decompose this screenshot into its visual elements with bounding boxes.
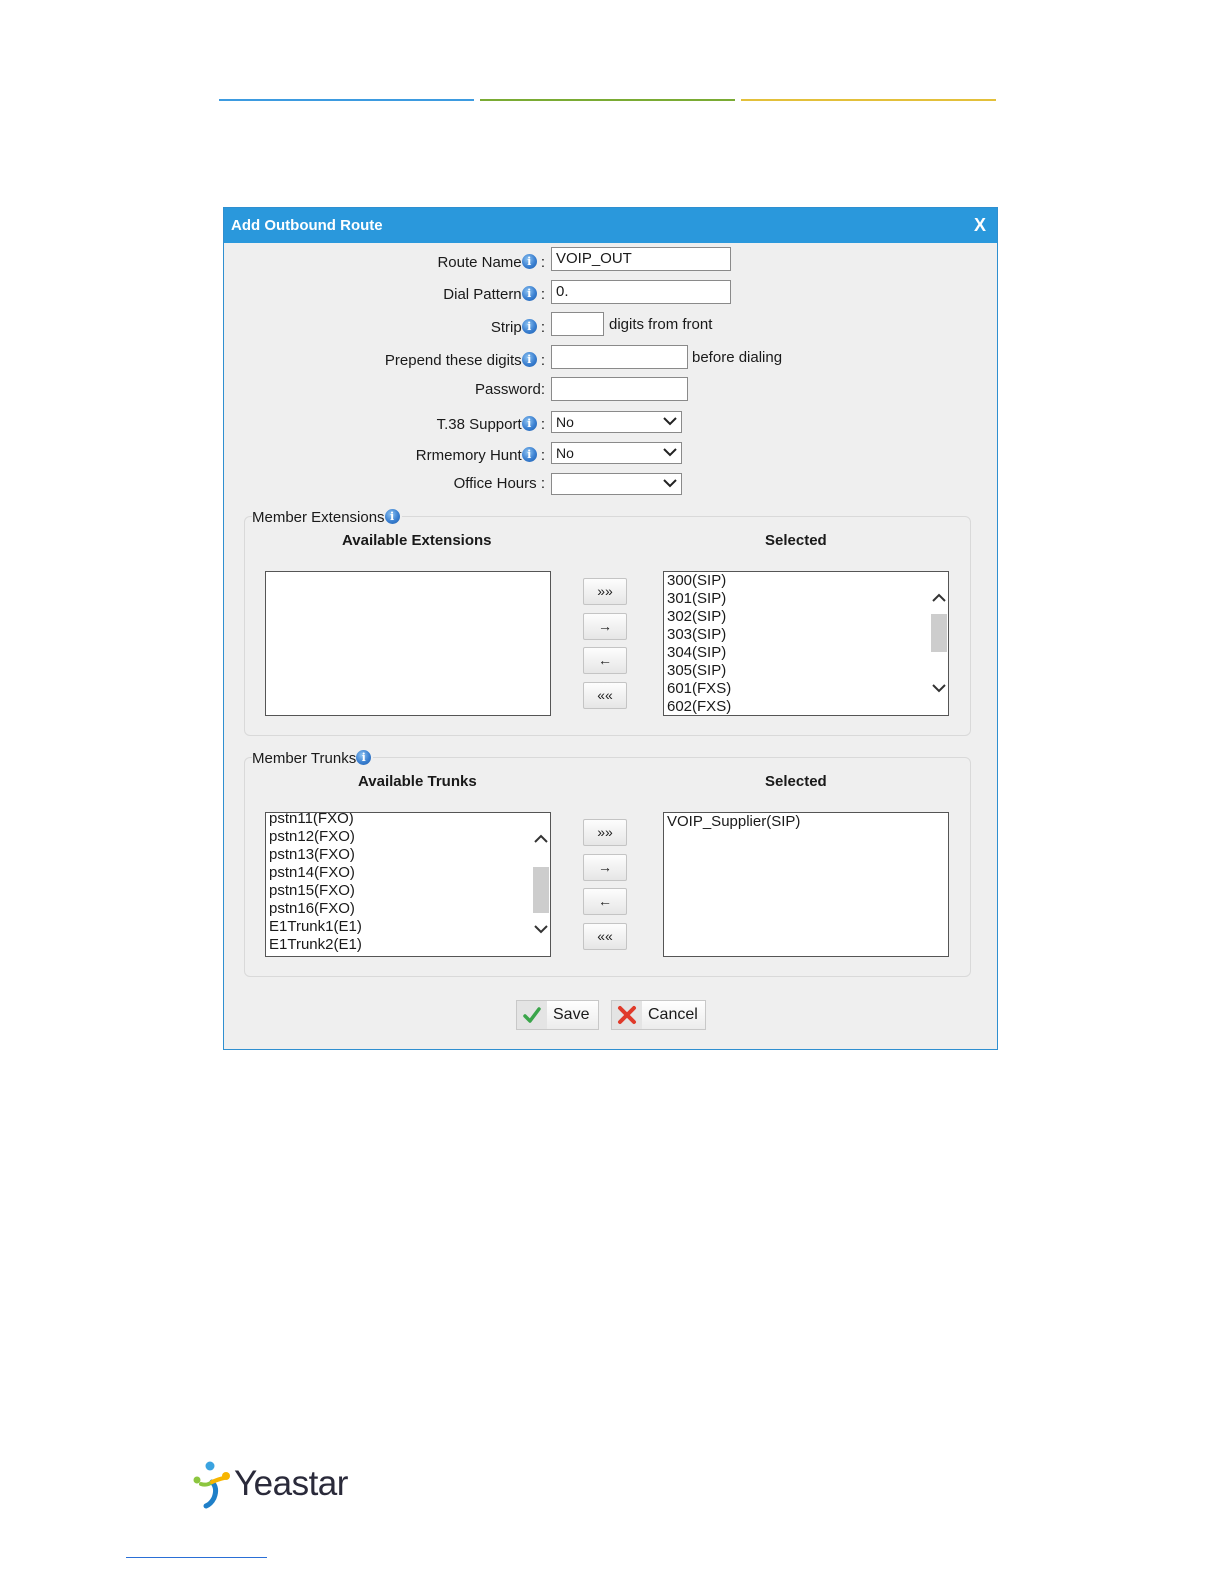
yeastar-logo-icon — [192, 1460, 234, 1510]
route-name-label-text: Route Name — [437, 254, 522, 271]
header-line-yellow — [741, 99, 996, 101]
selected-extensions-list[interactable] — [663, 571, 949, 716]
list-item[interactable]: E1Trunk2(E1) — [269, 936, 362, 953]
available-trunks-title: Available Trunks — [358, 773, 477, 790]
member-extensions-legend-text: Member Extensions — [252, 509, 385, 526]
add-all-extensions-button[interactable]: »» — [583, 578, 627, 605]
available-trunks-list[interactable] — [265, 812, 551, 957]
dialog-title: Add Outbound Route — [231, 217, 383, 234]
strip-suffix: digits from front — [609, 316, 713, 333]
dial-pattern-input[interactable]: 0. — [551, 280, 731, 304]
add-extension-button[interactable]: → — [583, 613, 627, 640]
selected-trunks-list[interactable] — [663, 812, 949, 957]
add-trunk-button[interactable]: → — [583, 854, 627, 881]
scrollbar[interactable] — [930, 572, 948, 715]
available-extensions-title: Available Extensions — [342, 532, 492, 549]
info-icon[interactable]: i — [522, 319, 537, 334]
password-label: Password: — [474, 381, 545, 398]
close-button[interactable]: X — [973, 215, 986, 235]
list-item[interactable]: pstn16(FXO) — [269, 900, 355, 917]
footer-line — [126, 1557, 267, 1558]
member-extensions-legend — [252, 509, 402, 526]
prepend-label-text: Prepend these digits — [384, 352, 522, 369]
rrmemory-label-text: Rrmemory Hunt — [415, 447, 522, 464]
prepend-suffix: before dialing — [692, 349, 783, 366]
password-label-text: Password — [474, 381, 541, 398]
list-item[interactable]: pstn12(FXO) — [269, 828, 355, 845]
info-icon[interactable]: i — [522, 352, 537, 367]
t38-select-value: No — [556, 414, 574, 430]
t38-label: T.38 Support i : — [436, 416, 545, 433]
header-line-green — [480, 99, 735, 101]
route-name-label: Route Name i : — [437, 254, 545, 271]
available-extensions-list[interactable] — [265, 571, 551, 716]
selected-trunks-title: Selected — [765, 773, 827, 790]
list-item[interactable]: 302(SIP) — [667, 608, 727, 625]
list-item[interactable]: VOIP_Supplier(SIP) — [667, 813, 801, 830]
add-all-trunks-button[interactable]: »» — [583, 819, 627, 846]
t38-select[interactable] — [551, 411, 682, 433]
cancel-button-label: Cancel — [648, 1006, 698, 1023]
route-name-input[interactable]: VOIP_OUT — [551, 247, 731, 271]
strip-input[interactable] — [551, 312, 604, 336]
dialog-titlebar — [224, 208, 997, 243]
chevron-down-icon[interactable] — [932, 683, 946, 693]
save-button[interactable] — [516, 1000, 599, 1030]
office-hours-label-text: Office Hours — [453, 475, 537, 492]
rrmemory-select[interactable] — [551, 442, 682, 464]
strip-label: Strip i : — [490, 319, 545, 336]
close-x-icon — [612, 1001, 642, 1029]
info-icon[interactable]: i — [356, 750, 371, 765]
office-hours-label: Office Hours : — [453, 475, 545, 492]
dial-pattern-label-text: Dial Pattern — [443, 286, 522, 303]
list-item[interactable]: 304(SIP) — [667, 644, 727, 661]
chevron-down-icon — [663, 447, 677, 457]
info-icon[interactable]: i — [522, 254, 537, 269]
scrollbar[interactable] — [532, 813, 550, 956]
info-icon[interactable]: i — [522, 416, 537, 431]
list-item[interactable]: 301(SIP) — [667, 590, 727, 607]
password-input[interactable] — [551, 377, 688, 401]
scrollbar-thumb[interactable] — [931, 614, 947, 652]
member-trunks-legend — [252, 750, 373, 767]
prepend-label: Prepend these digits i : — [384, 352, 545, 369]
yeastar-logo-text: Yeastar — [234, 1464, 348, 1503]
add-outbound-route-dialog — [223, 207, 998, 1050]
info-icon[interactable]: i — [522, 447, 537, 462]
list-item[interactable]: E1Trunk1(E1) — [269, 918, 362, 935]
strip-label-text: Strip — [490, 319, 522, 336]
chevron-up-icon[interactable] — [534, 834, 548, 844]
prepend-input[interactable] — [551, 345, 688, 369]
yeastar-logo — [192, 1460, 348, 1515]
list-item[interactable]: pstn15(FXO) — [269, 882, 355, 899]
dial-pattern-label: Dial Pattern i : — [443, 286, 545, 303]
remove-trunk-button[interactable]: ← — [583, 888, 627, 915]
list-item[interactable]: 602(FXS) — [667, 698, 732, 715]
selected-extensions-title: Selected — [765, 532, 827, 549]
checkmark-icon — [517, 1001, 547, 1029]
remove-all-extensions-button[interactable]: «« — [583, 682, 627, 709]
list-item[interactable]: 601(FXS) — [667, 680, 732, 697]
info-icon[interactable]: i — [522, 286, 537, 301]
chevron-down-icon — [663, 478, 677, 488]
scrollbar-thumb[interactable] — [533, 867, 549, 913]
list-item[interactable]: pstn14(FXO) — [269, 864, 355, 881]
member-trunks-legend-text: Member Trunks — [252, 750, 357, 767]
list-item[interactable]: 300(SIP) — [667, 572, 727, 589]
remove-all-trunks-button[interactable]: «« — [583, 923, 627, 950]
remove-extension-button[interactable]: ← — [583, 647, 627, 674]
cancel-button[interactable] — [611, 1000, 706, 1030]
list-item[interactable]: 303(SIP) — [667, 626, 727, 643]
chevron-down-icon[interactable] — [534, 924, 548, 934]
rrmemory-select-value: No — [556, 445, 574, 461]
chevron-down-icon — [663, 416, 677, 426]
info-icon[interactable]: i — [385, 509, 400, 524]
rrmemory-label: Rrmemory Hunt i : — [415, 447, 545, 464]
list-item[interactable]: pstn13(FXO) — [269, 846, 355, 863]
list-item[interactable]: pstn11(FXO) — [269, 812, 354, 827]
chevron-up-icon[interactable] — [932, 593, 946, 603]
list-item[interactable]: 305(SIP) — [667, 662, 727, 679]
header-line-blue — [219, 99, 474, 101]
office-hours-select[interactable] — [551, 473, 682, 495]
save-button-label: Save — [553, 1006, 590, 1023]
t38-label-text: T.38 Support — [436, 416, 522, 433]
